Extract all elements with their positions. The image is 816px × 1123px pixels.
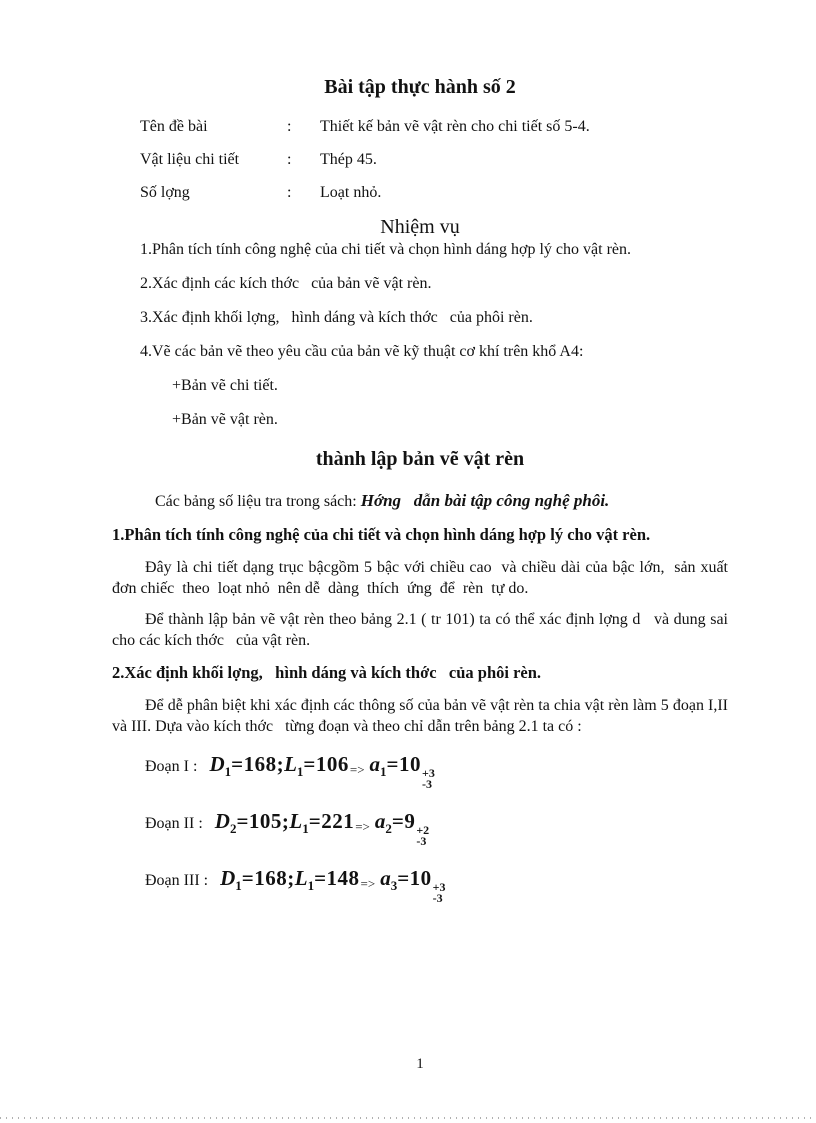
info-value: Thiết kế bản vẽ vật rèn cho chi tiết số 5-4.: [320, 118, 590, 135]
task-item: 4.Vẽ các bản vẽ theo yêu cầu của bản vẽ kỹ thuật cơ khí trên khổ A4:: [140, 343, 584, 360]
paragraph: Để thành lập bản vẽ vật rèn theo bảng 2.1 ( tr 101) ta có thể xác định lợng d và dung sai cho các kích thớc của vật rèn.: [112, 611, 732, 649]
task-item: 2.Xác định các kích thớc của bản vẽ vật rèn.: [140, 275, 432, 292]
math-variable: L: [294, 866, 308, 890]
info-colon: :: [287, 184, 292, 201]
info-label: Số lợng: [140, 184, 190, 201]
math-subscript: 2: [385, 821, 392, 836]
tasks-heading: Nhiệm vụ: [380, 216, 460, 238]
math-value: =221: [308, 809, 355, 833]
math-subscript: 1: [296, 764, 304, 779]
intro-prefix: Các bảng số liệu tra trong sách:: [155, 493, 361, 510]
math-subscript: 1: [302, 821, 309, 836]
info-label: Vật liệu chi tiết: [140, 151, 240, 168]
math-value: =148: [314, 866, 360, 890]
math-variable: a: [374, 809, 386, 833]
tolerance-superscript: +3: [422, 766, 435, 780]
math-value: =9: [391, 809, 416, 833]
task-sub-item: +Bản vẽ chi tiết.: [172, 377, 278, 394]
math-subscript: 3: [390, 878, 398, 893]
info-row: [140, 182, 728, 203]
math-expression: [209, 752, 435, 791]
math-value: =105;: [236, 809, 290, 833]
paragraph: Để dễ phân biệt khi xác định các thông số của bản vẽ vật rèn ta chia vật rèn làm 5 đoạn I,II và III. Dựa vào kích thớc từng đoạn và theo chỉ dẫn trên bảng 2.1 ta có :: [112, 697, 732, 735]
subsection-heading-1: 1.Phân tích tính công nghệ của chi tiết và chọn hình dáng hợp lý cho vật rèn.: [112, 525, 651, 544]
formula-label: Đoạn I :: [145, 758, 198, 775]
formula-label: Đoạn II :: [145, 815, 203, 832]
math-variable: D: [209, 752, 225, 776]
formula-line: [145, 804, 728, 847]
math-variable: L: [284, 752, 297, 776]
math-value: =10: [386, 752, 422, 776]
arrow-symbol: =>: [360, 876, 376, 891]
info-colon: :: [287, 151, 292, 168]
book-reference: Hớng dẫn bài tập công nghệ phôi.: [360, 491, 610, 510]
task-item: 1.Phân tích tính công nghệ của chi tiết và chọn hình dáng hợp lý cho vật rèn.: [140, 241, 632, 258]
formula-label: Đoạn III :: [145, 872, 209, 889]
math-value: =168;: [231, 752, 285, 776]
task-sub-item: +Bản vẽ vật rèn.: [172, 411, 278, 428]
info-value: Thép 45.: [320, 151, 377, 168]
page-boundary-dots: [0, 1117, 816, 1119]
tolerance-stack: [416, 825, 429, 847]
tolerance-subscript: -3: [416, 834, 427, 848]
tolerance-stack: [422, 768, 435, 790]
tolerance-superscript: +3: [432, 880, 446, 894]
arrow-symbol: =>: [355, 819, 370, 834]
info-row: [140, 149, 728, 170]
math-subscript: 1: [307, 878, 315, 893]
paragraph: Đây là chi tiết dạng trục bậcgồm 5 bậc với chiều cao và chiều dài của bậc lớn, sản xuất đơn chiếc theo loạt nhỏ nên dễ dàng thích ứng để rèn tự do.: [112, 559, 732, 597]
math-variable: a: [369, 752, 381, 776]
page-number: 1: [416, 1056, 424, 1072]
task-item: 3.Xác định khối lợng, hình dáng và kích thớc của phôi rèn.: [140, 309, 533, 326]
tolerance-subscript: -3: [432, 891, 443, 905]
math-subscript: 1: [380, 764, 387, 779]
math-subscript: 1: [235, 878, 242, 893]
math-expression: [214, 809, 430, 848]
subsection-heading-2: 2.Xác định khối lợng, hình dáng và kích thớc của phôi rèn.: [112, 663, 542, 682]
math-expression: [220, 866, 446, 905]
intro-line: [112, 490, 728, 513]
info-colon: :: [287, 118, 292, 135]
tolerance-subscript: -3: [422, 777, 433, 791]
info-row: [140, 116, 728, 137]
math-variable: L: [289, 809, 303, 833]
math-value: =10: [397, 866, 432, 890]
arrow-symbol: =>: [349, 762, 365, 777]
math-value: =106: [303, 752, 349, 776]
info-label: Tên đề bài: [140, 118, 208, 135]
math-variable: D: [220, 866, 236, 890]
math-subscript: 2: [229, 821, 237, 836]
info-value: Loạt nhỏ.: [320, 184, 382, 201]
formula-line: [145, 861, 728, 904]
math-variable: a: [380, 866, 391, 890]
document-title: Bài tập thực hành số 2: [324, 76, 516, 98]
math-variable: D: [214, 809, 230, 833]
section-title: thành lập bản vẽ vật rèn: [315, 448, 525, 470]
math-subscript: 1: [224, 764, 232, 779]
formula-line: [145, 747, 728, 790]
tolerance-stack: [433, 882, 446, 904]
math-value: =168;: [241, 866, 295, 890]
tolerance-superscript: +2: [416, 823, 430, 837]
